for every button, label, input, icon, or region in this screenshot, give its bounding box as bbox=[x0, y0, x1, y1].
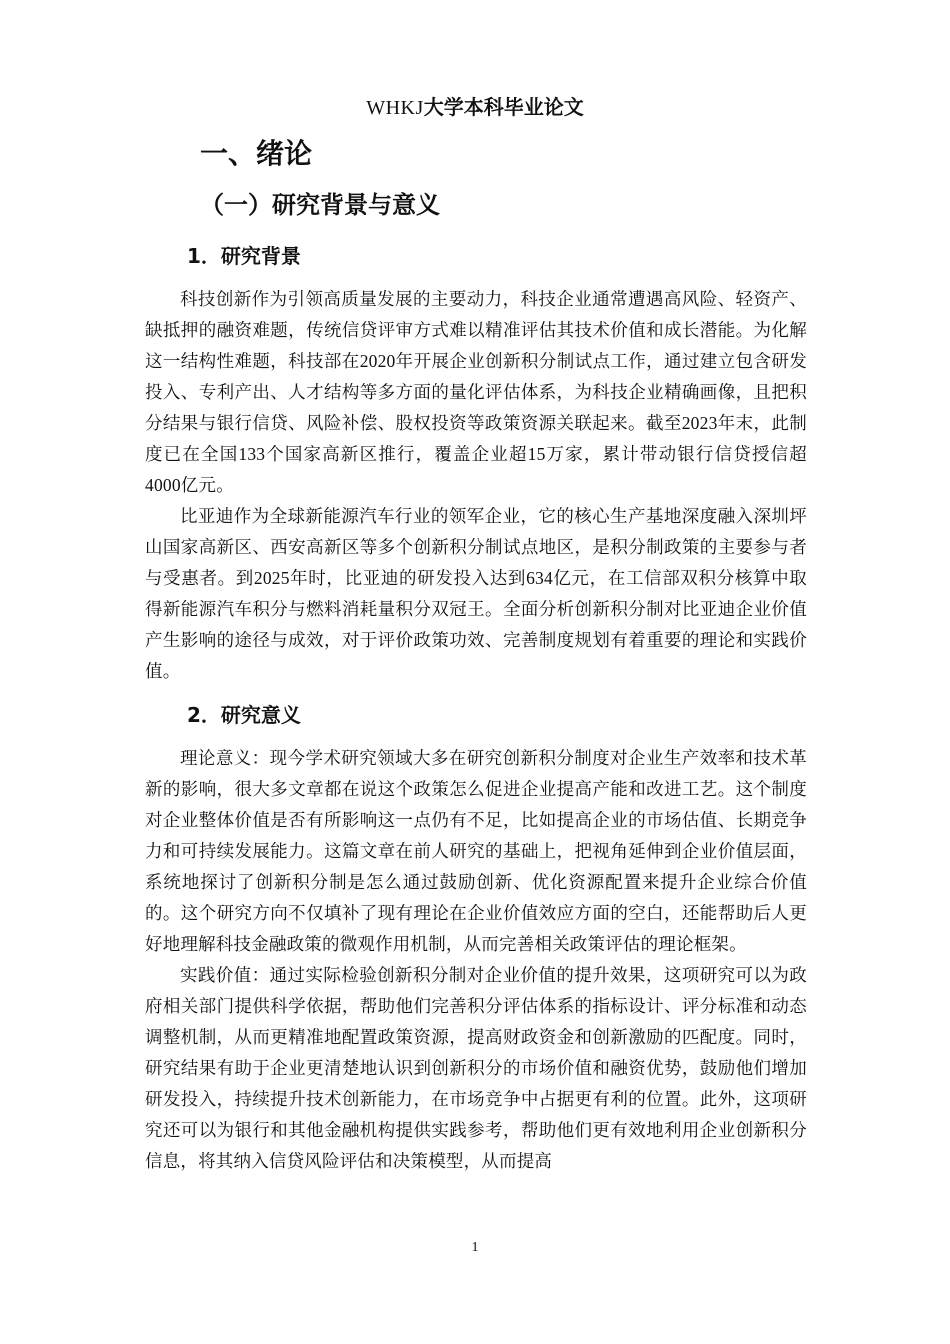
header-thesis-label: 大学本科毕业论文 bbox=[423, 95, 584, 119]
subsection-title-background: 1．研究背景 bbox=[187, 244, 301, 268]
paragraph-background-byd: 比亚迪作为全球新能源汽车行业的领军企业，它的核心生产基地深度融入深圳坪山国家高新区、西安高新区等多个创新积分制试点地区，是积分制政策的主要参与者与受惠者。到2025年时，比亚迪的研发投入达到634亿元，在工信部双积分核算中取得新能源汽车积分与燃料消耗量积分双冠王。全面分析创新积分制对比亚迪企业价值产生影响的途径与成效，对于评价政策功效、完善制度规划有着重要的理论和实践价值。 bbox=[145, 506, 807, 681]
section-title: （一）研究背景与意义 bbox=[200, 191, 440, 219]
running-header bbox=[0, 95, 950, 120]
subsection-title-significance: 2．研究意义 bbox=[187, 703, 301, 727]
paragraph-practical-value: 实践价值：通过实际检验创新积分制对企业价值的提升效果，这项研究可以为政府相关部门提供科学依据，帮助他们完善积分评估体系的指标设计、评分标准和动态调整机制，从而更精准地配置政策资源，提高财政资金和创新激励的匹配度。同时，研究结果有助于企业更清楚地认识到创新积分的市场价值和融资优势，鼓励他们增加研发投入，持续提升技术创新能力，在市场竞争中占据更有利的位置。此外，这项研究还可以为银行和其他金融机构提供实践参考，帮助他们更有效地利用企业创新积分信息，将其纳入信贷风险评估和决策模型，从而提高 bbox=[145, 965, 807, 1171]
paragraph-background-policy: 科技创新作为引领高质量发展的主要动力，科技企业通常遭遇高风险、轻资产、缺抵押的融资难题，传统信贷评审方式难以精准评估其技术价值和成长潜能。为化解这一结构性难题，科技部在2020年开展企业创新积分制试点工作，通过建立包含研发投入、专利产出、人才结构等多方面的量化评估体系，为科技企业精确画像，且把积分结果与银行信贷、风险补偿、股权投资等政策资源关联起来。截至2023年末，此制度已在全国133个国家高新区推行，覆盖企业超15万家，累计带动银行信贷授信超4000亿元。 bbox=[145, 289, 807, 495]
significance-text bbox=[145, 743, 807, 1177]
header-institution-code: WHKJ bbox=[366, 97, 424, 119]
background-text bbox=[145, 284, 807, 687]
page-number: 1 bbox=[471, 1240, 479, 1255]
paragraph-theoretical-significance: 理论意义：现今学术研究领域大多在研究创新积分制度对企业生产效率和技术革新的影响，很大多文章都在说这个政策怎么促进企业提高产能和改进工艺。这个制度对企业整体价值是否有所影响这一点仍有不足，比如提高企业的市场估值、长期竞争力和可持续发展能力。这篇文章在前人研究的基础上，把视角延伸到企业价值层面，系统地探讨了创新积分制是怎么通过鼓励创新、优化资源配置来提升企业综合价值的。这个研究方向不仅填补了现有理论在企业价值效应方面的空白，还能帮助后人更好地理解科技金融政策的微观作用机制，从而完善相关政策评估的理论框架。 bbox=[145, 748, 807, 954]
chapter-title: 一、绪论 bbox=[200, 137, 313, 170]
